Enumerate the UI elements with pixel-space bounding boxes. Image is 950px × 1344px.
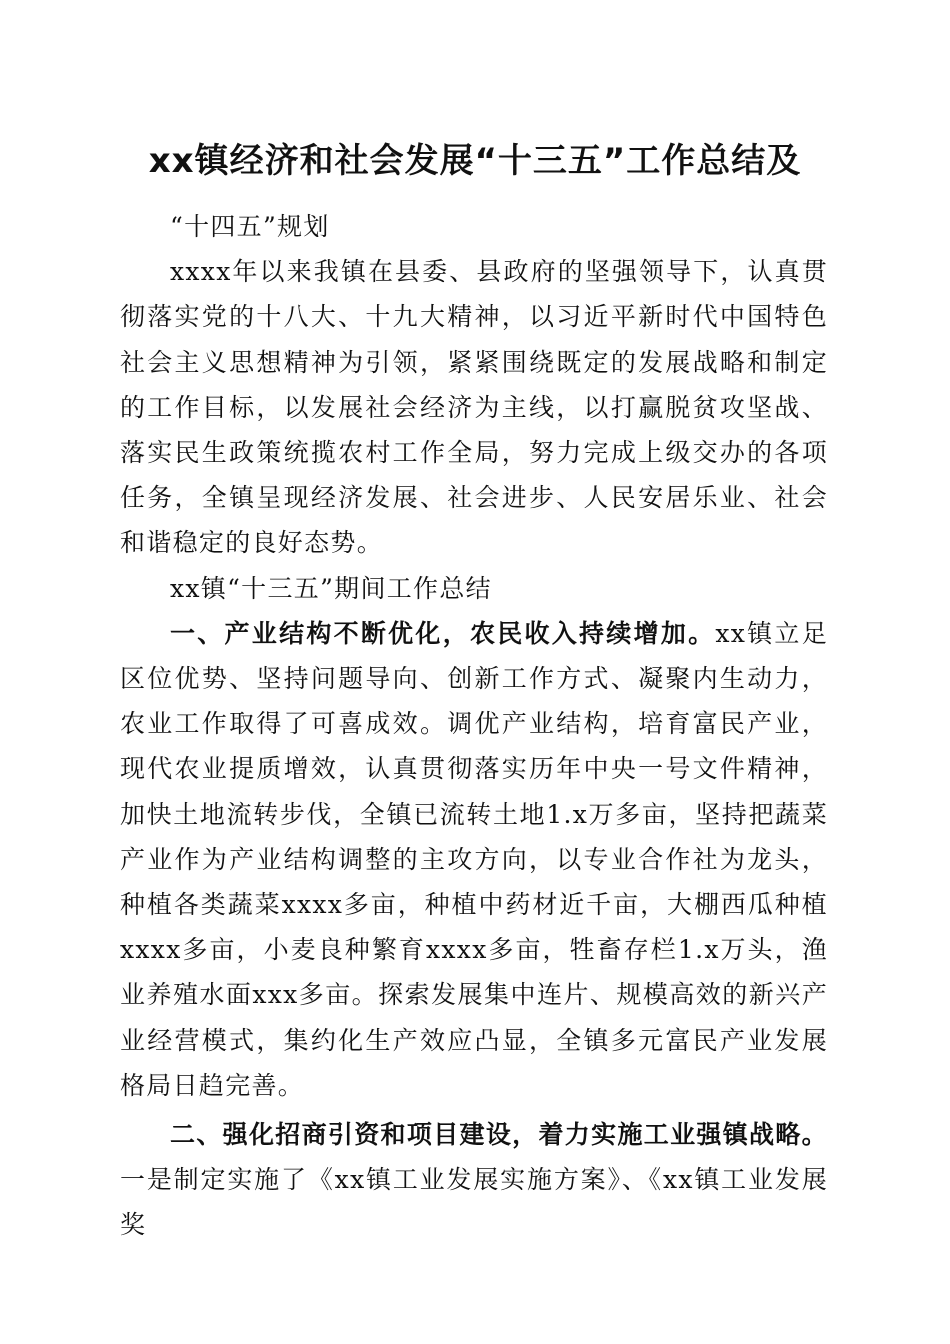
- document-title: xx镇经济和社会发展“十三五”工作总结及: [148, 141, 802, 181]
- section-2-heading: 二、强化招商引资和项目建设，着力实施工业强镇战略。: [170, 1120, 828, 1150]
- section-2-body: 一是制定实施了《xx镇工业发展实施方案》、《xx镇工业发展奖: [120, 1165, 828, 1240]
- section-1-paragraph: [120, 611, 828, 1108]
- section-2-paragraph: [120, 1112, 828, 1248]
- document-subtitle: “十四五”规划: [170, 212, 330, 241]
- intro-paragraph: xxxx年以来我镇在县委、县政府的坚强领导下，认真贯彻落实党的十八大、十九大精神，以习近平新时代中国特色社会主义思想精神为引领，紧紧围绕既定的发展战略和制定的工作目标，以发展社会经济为主线，以打赢脱贫攻坚战、落实民生政策统揽农村工作全局，努力完成上级交办的各项任务，全镇呈现经济发展、社会进步、人民安居乐业、社会和谐稳定的良好态势。: [120, 257, 828, 558]
- section-1-heading: 一、产业结构不断优化，农民收入持续增加。: [170, 618, 716, 648]
- document-body: [120, 204, 828, 1248]
- section-1-body: xx镇立足区位优势、坚持问题导向、创新工作方式、凝聚内生动力，农业工作取得了可喜成效。调优产业结构，培育富民产业，现代农业提质增效，认真贯彻落实历年中央一号文件精神，加快土地流转步伐，全镇已流转土地1.x万多亩，坚持把蔬菜产业作为产业结构调整的主攻方向，以专业合作社为龙头，种植各类蔬菜xxxx多亩，种植中药材近千亩，大棚西瓜种植xxxx多亩，小麦良种繁育xxxx多亩，牲畜存栏1.x万头，渔业养殖水面xxx多亩。探索发展集中连片、规模高效的新兴产业经营模式，集约化生产效应凸显，全镇多元富民产业发展格局日趋完善。: [120, 618, 828, 1100]
- section-heading: xx镇“十三五”期间工作总结: [170, 573, 492, 603]
